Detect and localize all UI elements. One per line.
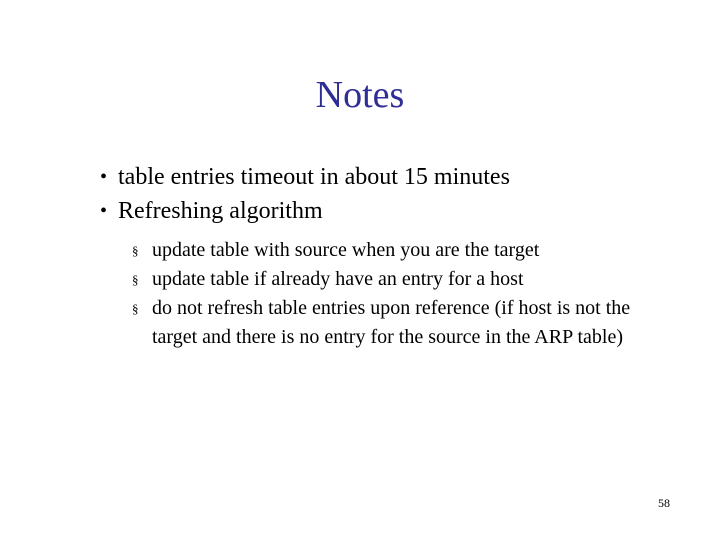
bullet-text: table entries timeout in about 15 minutes [118, 164, 510, 190]
sub-bullet-text: update table with source when you are the target [152, 239, 540, 261]
bullet-marker: • [100, 166, 108, 188]
slide-title: Notes [315, 74, 405, 116]
sub-bullet-list [118, 236, 676, 352]
sub-bullet-text: do not refresh table entries upon reference (if host is not the target and there is no entry for the source in the ARP table) [152, 297, 631, 348]
sub-bullet-item [132, 236, 676, 265]
page-number: 58 [658, 496, 670, 510]
sub-bullet-text: update table if already have an entry for a host [152, 268, 524, 290]
bullet-item-timeout [96, 160, 676, 194]
section-sign-marker: § [132, 243, 139, 258]
bullet-item-refreshing [96, 194, 676, 352]
sub-bullet-item [132, 265, 676, 294]
section-sign-marker: § [132, 301, 139, 316]
section-sign-marker: § [132, 272, 139, 287]
bullet-list [96, 160, 676, 352]
bullet-text: Refreshing algorithm [118, 198, 323, 224]
bullet-marker: • [100, 200, 108, 222]
sub-bullet-item [132, 294, 676, 352]
